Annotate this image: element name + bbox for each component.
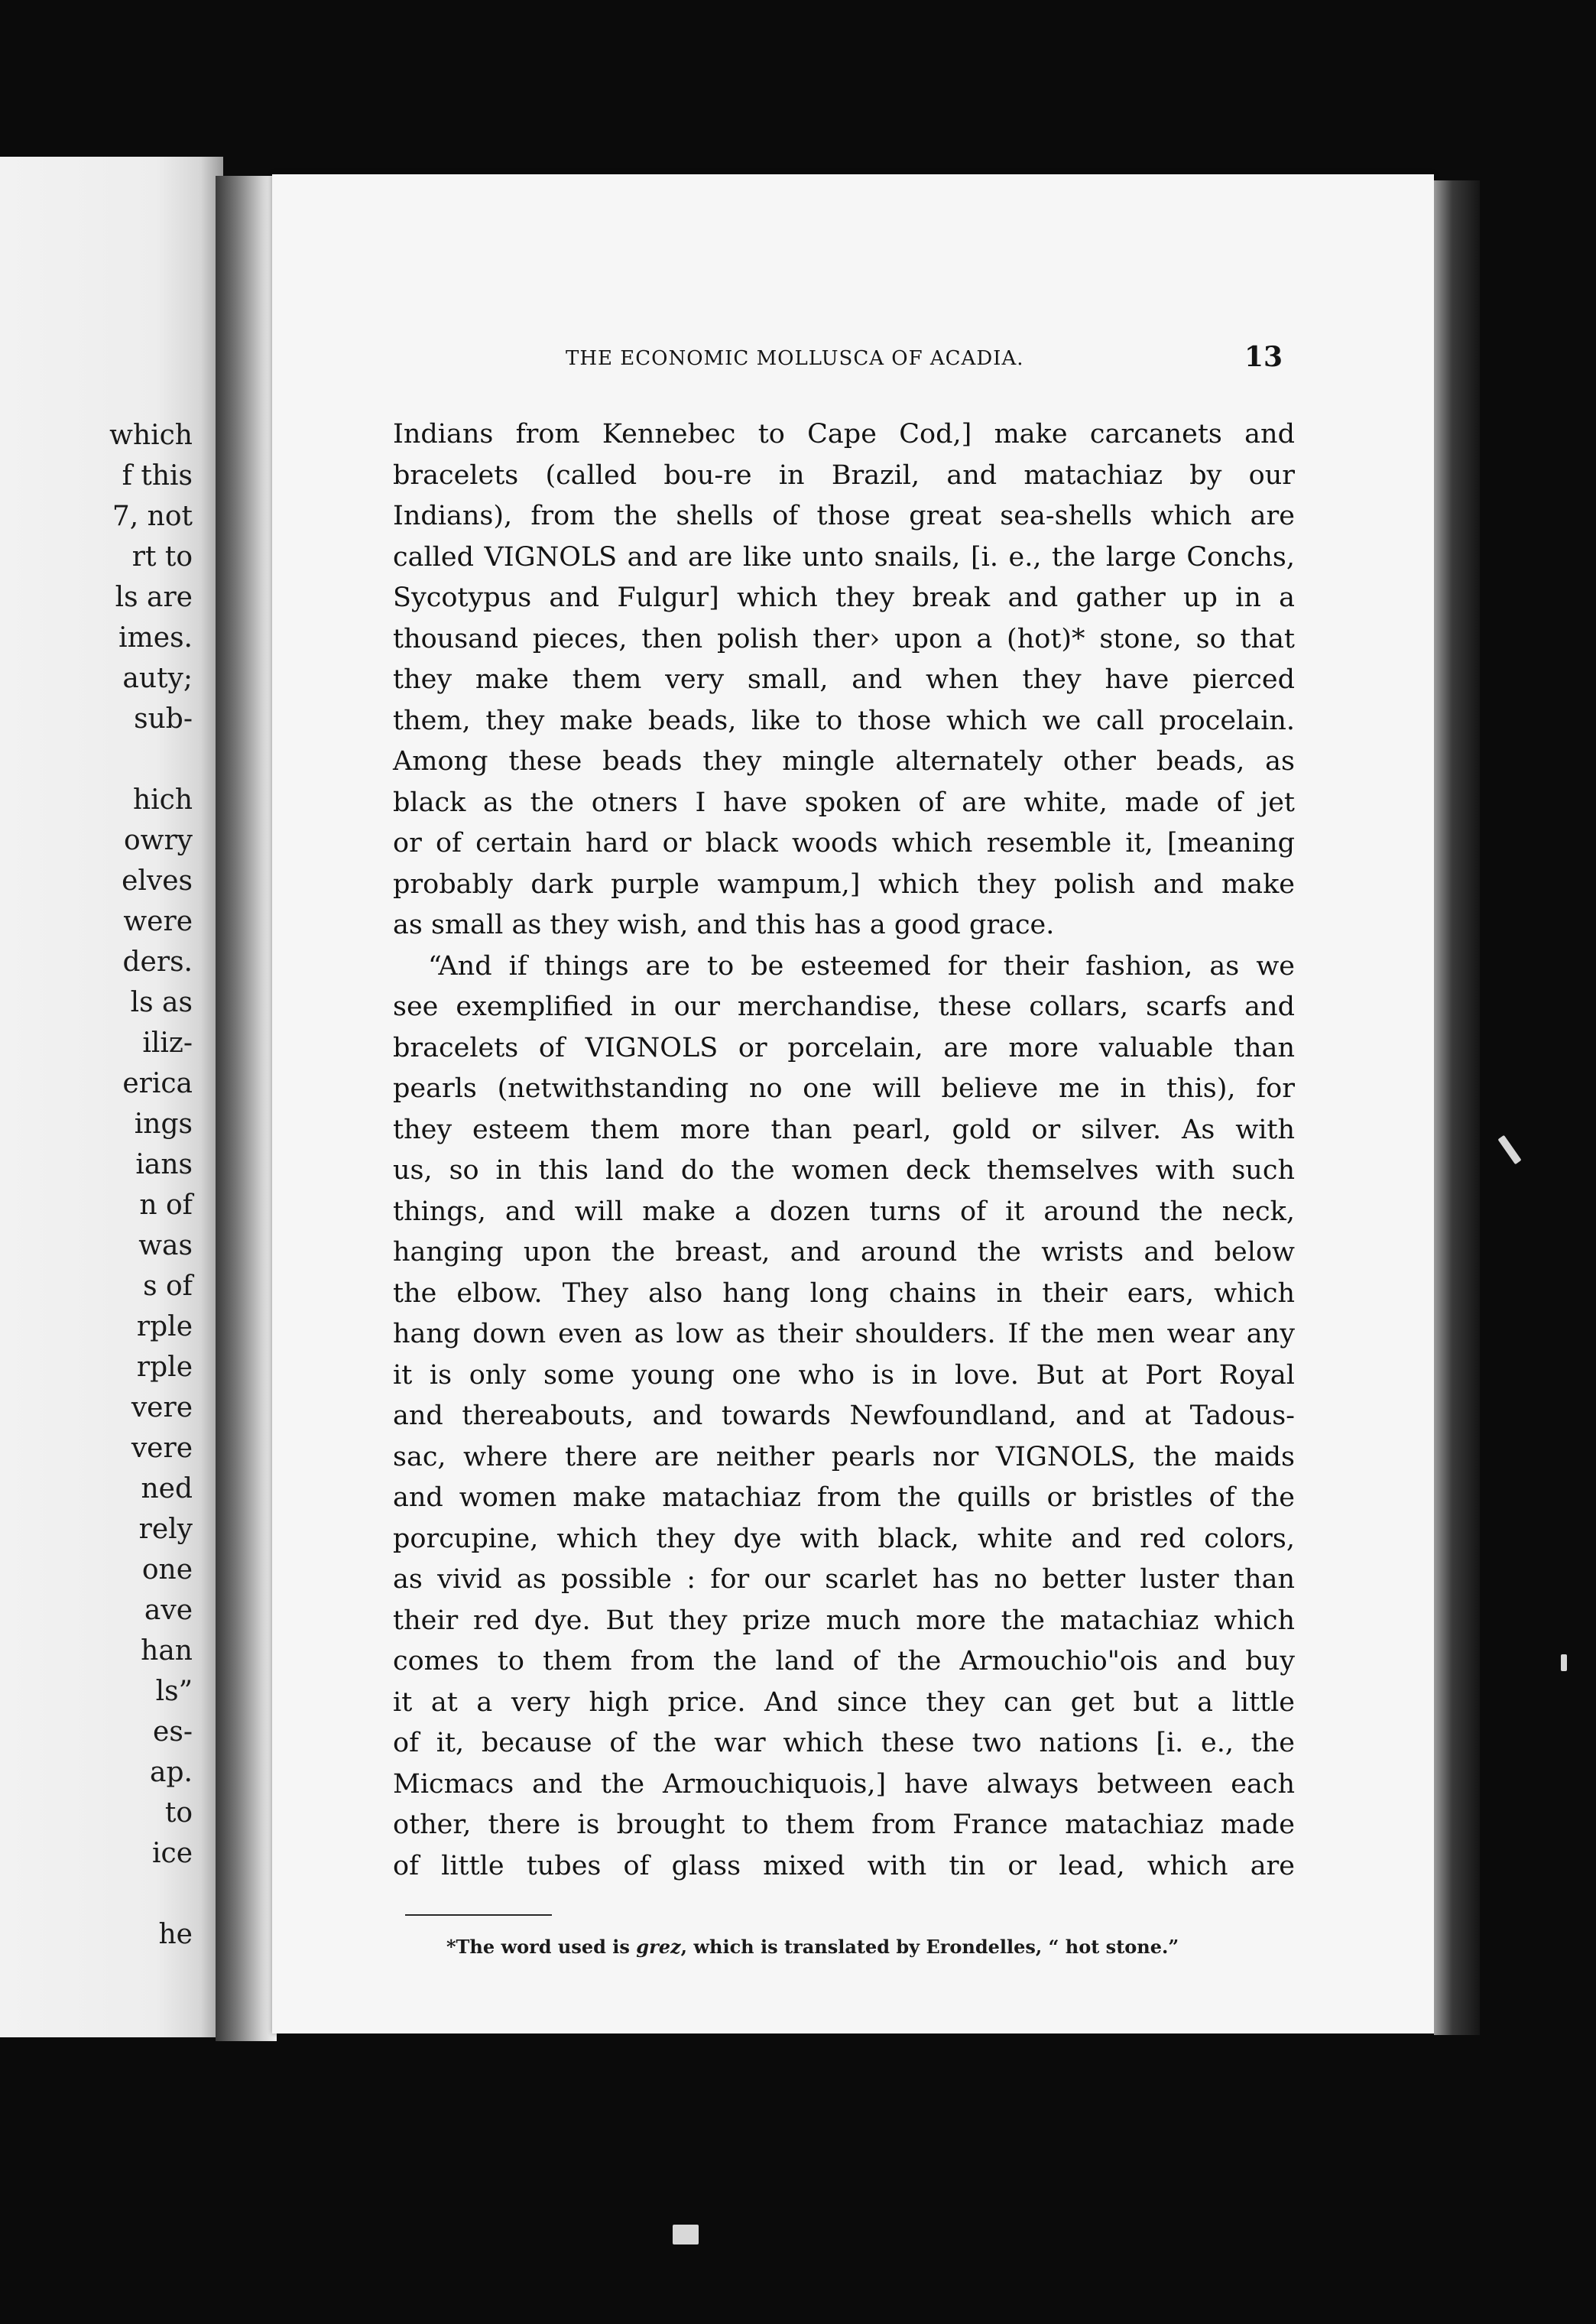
text-line: of little tubes of glass mixed with tin or lead, which are bbox=[393, 1850, 1295, 1881]
previous-page-line-fragment: elves bbox=[122, 865, 193, 897]
text-line: as small as they wish, and this has a good grace. bbox=[393, 910, 1055, 940]
text-line: bracelets of VIGNOLS or porcelain, are more valuable than bbox=[393, 1032, 1295, 1063]
text-line: other, there is brought to them from France matachiaz made bbox=[393, 1810, 1295, 1840]
text-line: they make them very small, and when they have pierced bbox=[393, 664, 1295, 695]
previous-page-line-fragment: rple bbox=[136, 1311, 193, 1342]
text-line: hang down even as low as their shoulders. If the men wear any bbox=[393, 1319, 1295, 1349]
previous-page-line-fragment: s of bbox=[143, 1271, 193, 1302]
previous-page-line-fragment: erica bbox=[122, 1068, 193, 1099]
scan-speck bbox=[1497, 1135, 1521, 1165]
previous-page-line-fragment: sub- bbox=[134, 703, 193, 735]
text-line: see exemplified in our merchandise, these collars, scarfs and bbox=[393, 992, 1295, 1022]
previous-page-line-fragment: imes. bbox=[118, 622, 193, 654]
previous-page-line-fragment: n of bbox=[139, 1190, 193, 1221]
book-gutter bbox=[216, 176, 277, 2041]
footnote-word: grez bbox=[636, 1936, 681, 1958]
text-line: bracelets (called bou-re in Brazil, and matachiaz by our bbox=[393, 459, 1295, 491]
text-line: of it, because of the war which these two nations [i. e., the bbox=[393, 1728, 1295, 1758]
text-line: Sycotypus and Fulgur] which they break and gather up in a bbox=[393, 583, 1295, 613]
text-line: comes to them from the land of the Armouchio"ois and buy bbox=[393, 1646, 1295, 1676]
text-line: and women make matachiaz from the quills or bristles of the bbox=[393, 1482, 1295, 1513]
text-line: hanging upon the breast, and around the wrists and below bbox=[393, 1237, 1295, 1267]
previous-page-line-fragment: rple bbox=[136, 1352, 193, 1383]
previous-page-line-fragment: rt to bbox=[131, 541, 193, 573]
previous-page-line-fragment: were bbox=[123, 906, 193, 937]
text-line: called VIGNOLS and are like unto snails, [i. e., the large Conchs, bbox=[393, 541, 1295, 573]
line-gap bbox=[109, 1874, 193, 1914]
text-line: Indians), from the shells of those great sea-shells which are bbox=[393, 501, 1295, 531]
previous-page-line-fragment: auty; bbox=[122, 663, 193, 694]
text-line: thousand pieces, then polish ther› upon a (hot)* stone, so that bbox=[393, 623, 1295, 654]
previous-page-text-fragments bbox=[109, 415, 193, 1955]
text-line: or of certain hard or black woods which resemble it, [meaning bbox=[393, 828, 1295, 859]
text-line: it is only some young one who is in love. But at Port Royal bbox=[393, 1359, 1295, 1391]
previous-page-line-fragment: to bbox=[164, 1797, 193, 1829]
previous-page-line-fragment: ned bbox=[141, 1473, 193, 1504]
previous-page-line-fragment: vere bbox=[131, 1433, 193, 1464]
previous-page-line-fragment: ders. bbox=[122, 946, 193, 978]
running-head: THE ECONOMIC MOLLUSCA OF ACADIA. bbox=[566, 347, 1024, 370]
page-number: 13 bbox=[1244, 341, 1283, 373]
previous-page bbox=[0, 157, 223, 2037]
text-line: as vivid as possible : for our scarlet has no better luster than bbox=[393, 1564, 1295, 1595]
previous-page-line-fragment: one bbox=[141, 1554, 193, 1586]
text-line: pearls (netwithstanding no one will believe me in this), for bbox=[393, 1073, 1295, 1104]
previous-page-line-fragment: he bbox=[158, 1919, 193, 1950]
previous-page-line-fragment: was bbox=[138, 1230, 193, 1261]
text-line: and thereabouts, and towards Newfoundland, and at Tadous- bbox=[393, 1401, 1295, 1431]
footnote bbox=[446, 1936, 1179, 1958]
text-line: Among these beads they mingle alternately other beads, as bbox=[393, 746, 1295, 777]
footnote-text-pre: *The word used is bbox=[446, 1936, 637, 1958]
previous-page-line-fragment: hich bbox=[132, 784, 193, 816]
text-line: probably dark purple wampum,] which they polish and make bbox=[393, 868, 1295, 900]
previous-page-line-fragment: ap. bbox=[150, 1757, 193, 1788]
line-gap bbox=[109, 739, 193, 780]
previous-page-line-fragment: han bbox=[141, 1635, 193, 1667]
previous-page-line-fragment: ls as bbox=[130, 987, 193, 1018]
previous-page-line-fragment: f this bbox=[122, 460, 193, 492]
text-line: sac, where there are neither pearls nor VIGNOLS, the maids bbox=[393, 1441, 1295, 1472]
text-line: them, they make beads, like to those which we call procelain. bbox=[393, 705, 1295, 736]
previous-page-line-fragment: 7, not bbox=[112, 501, 193, 532]
text-line: things, and will make a dozen turns of it around the neck, bbox=[393, 1196, 1295, 1227]
scan-speck bbox=[673, 2225, 699, 2244]
text-line: porcupine, which they dye with black, white and red colors, bbox=[393, 1523, 1295, 1554]
previous-page-line-fragment: ians bbox=[135, 1149, 193, 1180]
previous-page-line-fragment: es- bbox=[153, 1716, 193, 1748]
text-line: the elbow. They also hang long chains in their ears, which bbox=[393, 1277, 1295, 1309]
footnote-rule bbox=[405, 1914, 552, 1916]
previous-page-line-fragment: iliz- bbox=[142, 1027, 193, 1059]
previous-page-line-fragment: owry bbox=[123, 825, 193, 856]
previous-page-line-fragment: ls” bbox=[155, 1676, 193, 1707]
text-line: it at a very high price. And since they can get but a little bbox=[393, 1686, 1295, 1718]
scan-speck bbox=[1561, 1654, 1567, 1671]
previous-page-line-fragment: rely bbox=[138, 1514, 193, 1545]
previous-page-line-fragment: ice bbox=[152, 1838, 193, 1869]
footnote-text-post: , which is translated by Erondelles, “ hot stone.” bbox=[680, 1936, 1179, 1958]
previous-page-line-fragment: ave bbox=[144, 1595, 193, 1626]
text-line: Micmacs and the Armouchiquois,] have always between each bbox=[393, 1768, 1295, 1800]
text-line: their red dye. But they prize much more the matachiaz which bbox=[393, 1605, 1295, 1636]
previous-page-line-fragment: which bbox=[109, 420, 193, 451]
previous-page-line-fragment: ls are bbox=[115, 582, 193, 613]
page-edge-shadow bbox=[1434, 180, 1480, 2035]
previous-page-line-fragment: ings bbox=[134, 1108, 193, 1140]
previous-page-line-fragment: vere bbox=[131, 1392, 193, 1423]
text-line: Indians from Kennebec to Cape Cod,] make carcanets and bbox=[393, 419, 1295, 450]
text-line: us, so in this land do the women deck themselves with such bbox=[393, 1155, 1295, 1186]
text-line: black as the otners I have spoken of are white, made of jet bbox=[393, 787, 1295, 818]
body-text bbox=[393, 414, 1295, 1887]
text-line: they esteem them more than pearl, gold or silver. As with bbox=[393, 1114, 1295, 1145]
text-line: “And if things are to be esteemed for their fashion, as we bbox=[428, 950, 1295, 982]
